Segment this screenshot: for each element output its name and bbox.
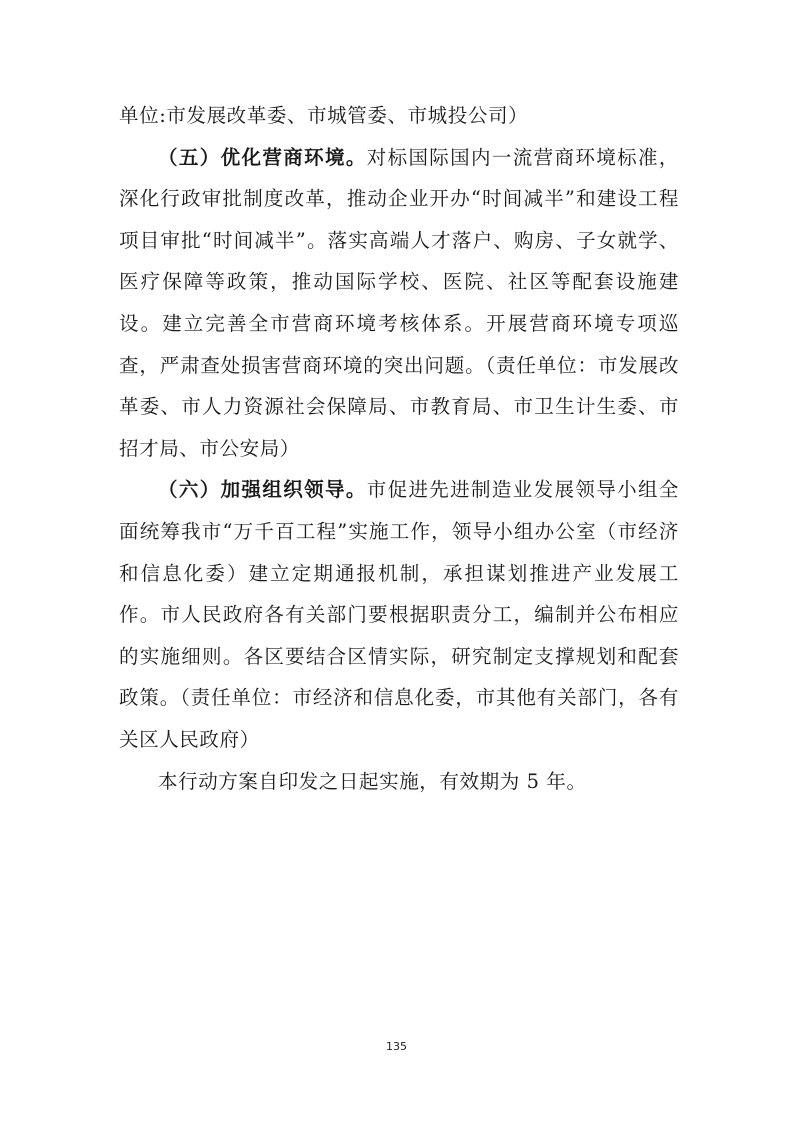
paragraph-text: 对标国际国内一流营商环境标准，深化行政审批制度改革，推动企业开办“时间减半”和建设工程项目审批“时间减半”。落实高端人才落户、购房、子女就学、医疗保障等政策，推动国际学校、医院、社区等配套设施建设。建立完善全市营商环境考核体系。开展营商环境专项巡查，严肃查处损害营商环境的突出问题。（责任单位：市发展改革委、市人力资源社会保障局、市教育局、市卫生计生委、市招才局、市公安局） (119, 145, 679, 460)
paragraph-continuation (119, 95, 679, 137)
paragraph-text: 单位:市发展改革委、市城管委、市城投公司） (119, 104, 529, 127)
paragraph-closing (119, 761, 679, 803)
page-number: 135 (386, 1040, 407, 1053)
body-text (119, 95, 679, 802)
paragraph-text: 市促进先进制造业发展领导小组全面统筹我市“万千百工程”实施工作，领导小组办公室（市经济和信息化委）建立定期通报机制，承担谋划推进产业发展工作。市人民政府各有关部门要根据职责分工，编制并公布相应的实施细则。各区要结合区情实际，研究制定支撑规划和配套政策。（责任单位：市经济和信息化委，市其他有关部门，各有关区人民政府） (119, 478, 679, 751)
section-heading: （五）优化营商环境。 (158, 145, 367, 169)
paragraph-section-5 (119, 137, 679, 470)
paragraph-section-6 (119, 469, 679, 760)
section-heading: （六）加强组织领导。 (158, 478, 367, 502)
paragraph-text: 本行动方案自印发之日起实施，有效期为 5 年。 (158, 769, 587, 793)
